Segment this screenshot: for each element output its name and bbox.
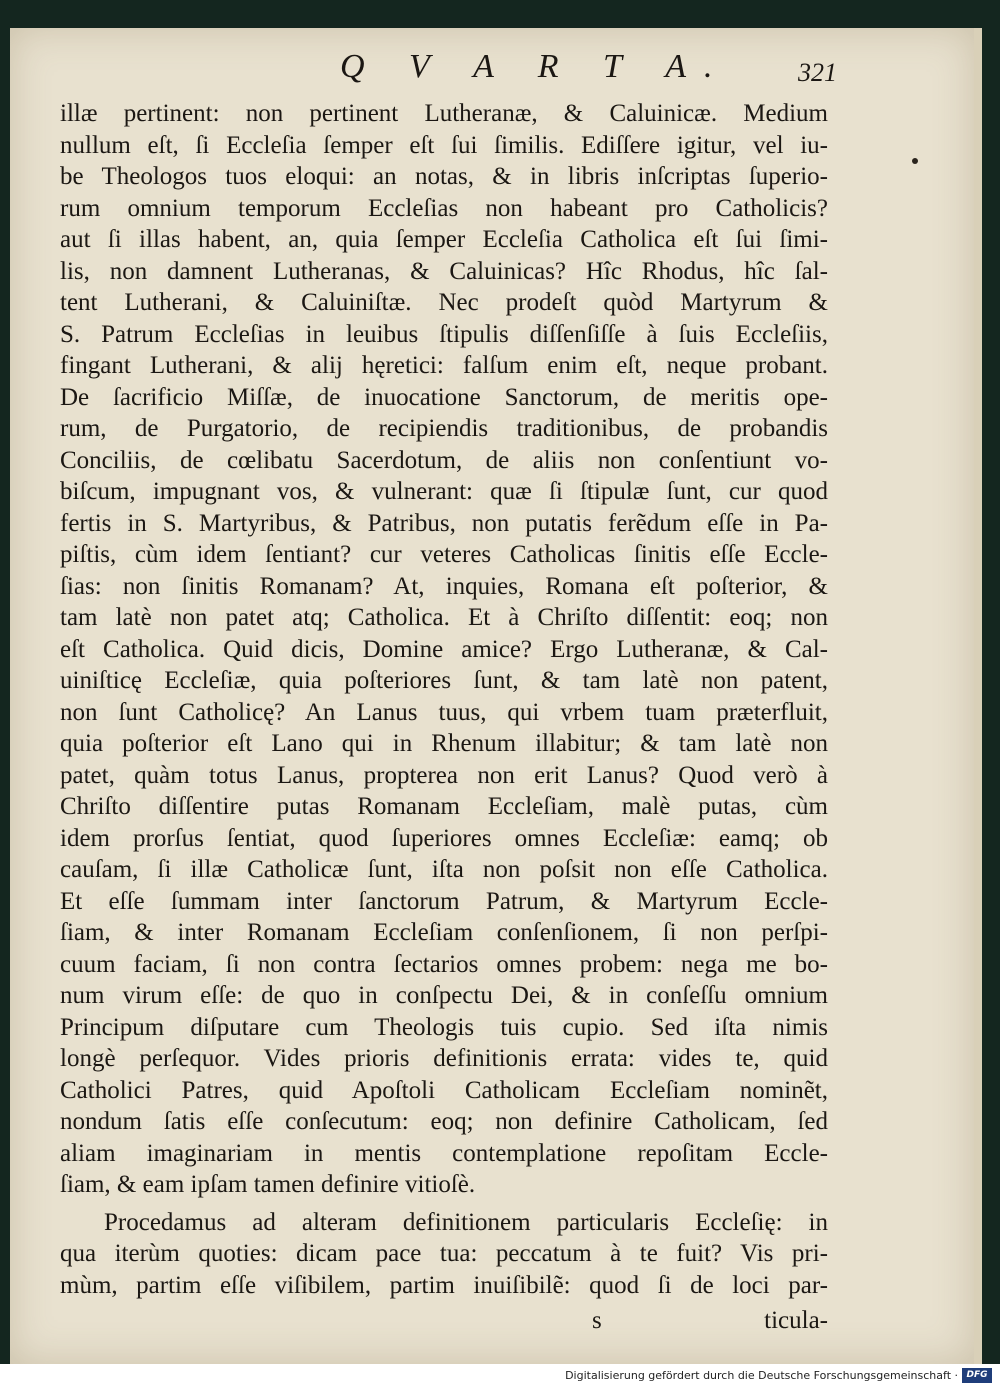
text-line: aliam imaginariam in mentis contemplatione repoſitam Eccle- [60, 1139, 828, 1167]
text-line: longè perſequor. Vides prioris definitionis errata: vides te, quid [60, 1045, 828, 1072]
dfg-logo: DFG [962, 1368, 992, 1383]
text-line: Catholici Patres, quid Apoſtoli Catholicam Eccleſiam nominẽt, [60, 1076, 828, 1104]
text-line: cuum faciam, ſi non contra ſectarios omnes probem: nega me bo- [60, 950, 828, 978]
text-line: Principum diſputare cum Theologis tuis cupio. Sed iſta nimis [60, 1013, 828, 1041]
page-footer [60, 1307, 828, 1337]
page-header [10, 28, 974, 98]
text-line: nullum eſt, ſi Eccleſia ſemper eſt ſui ſimilis. Ediſſere igitur, vel iu- [60, 131, 828, 159]
text-line: uiniſticę Eccleſiæ, quia poſteriores ſunt, & tam latè non patent, [60, 667, 828, 694]
text-line: tent Lutherani, & Caluiniſtæ. Nec prodeſt quòd Martyrum & [60, 289, 828, 316]
text-line: rum omnium temporum Eccleſias non habeant pro Catholicis? [60, 194, 828, 222]
text-line: idem prorſus ſentiat, quod ſuperiores omnes Eccleſiæ: eamq; ob [60, 824, 828, 852]
body-text [60, 98, 828, 1301]
page-number: 321 [798, 58, 837, 87]
text-line: cauſam, ſi illæ Catholicæ ſunt, iſta non poſsit non eſſe Catholica. [60, 856, 828, 883]
text-line: rum, de Purgatorio, de recipiendis traditionibus, de probandis [60, 415, 828, 442]
text-line: tam latè non patet atq; Catholica. Et à Chriſto diſſentit: eoq; non [60, 604, 828, 631]
text-line: Conciliis, de cœlibatu Sacerdotum, de aliis non conſentiunt vo- [60, 446, 828, 474]
text-line: eſt Catholica. Quid dicis, Domine amice? Ergo Lutheranæ, & Cal- [60, 635, 828, 663]
text-line: num virum eſſe: de quo in conſpectu Dei, & in conſeſſu omnium [60, 982, 828, 1009]
running-head: Q V A R T A. [340, 48, 731, 85]
text-line: aut ſi illas habent, an, quia ſemper Eccleſia Catholica eſt ſui ſimi- [60, 226, 828, 253]
paragraph-start-line: Procedamus ad alteram definitionem particularis Eccleſię: in [104, 1208, 828, 1236]
text-line: Chriſto diſſentire putas Romanam Eccleſiam, malè putas, cùm [60, 793, 828, 820]
text-line: illæ pertinent: non pertinent Lutheranæ, & Caluinicæ. Medium [60, 100, 828, 127]
page-edge [974, 28, 982, 1364]
text-line: non ſunt Catholicę? An Lanus tuus, qui vrbem tuam præterfluit, [60, 698, 828, 726]
text-line: fingant Lutherani, & alij hęretici: falſum enim eſt, neque probant. [60, 352, 828, 379]
margin-mark [912, 158, 918, 164]
text-line: nondum ſatis eſſe conſecutum: eoq; non definire Catholicam, ſed [60, 1108, 828, 1135]
text-line: piſtis, cùm idem ſentiant? cur veteres Catholicas ſinitis eſſe Eccle- [60, 541, 828, 568]
text-line: S. Patrum Eccleſias in leuibus ſtipulis diſſenſiſſe à ſuis Eccleſiis, [60, 320, 828, 348]
text-line: De ſacrificio Miſſæ, de inuocatione Sanctorum, de meritis ope- [60, 383, 828, 411]
text-line: mùm, partim eſſe viſibilem, partim inuiſibilẽ: quod ſi de loci par- [60, 1271, 828, 1299]
text-line: ſiam, & eam ipſam tamen definire vitioſè. [60, 1171, 476, 1198]
text-line: quia poſterior eſt Lano qui in Rhenum illabitur; & tam latè non [60, 730, 828, 757]
text-line: Et eſſe ſummam inter ſanctorum Patrum, & Martyrum Eccle- [60, 887, 828, 915]
text-line: qua iterùm quoties: dicam pace tua: peccatum à te fuit? Vis pri- [60, 1240, 828, 1267]
dfg-credit-text: Digitalisierung gefördert durch die Deutsche Forschungsgemeinschaft · [565, 1369, 958, 1382]
text-line: fertis in S. Martyribus, & Patribus, non putatis ferẽdum eſſe in Pa- [60, 509, 828, 537]
text-line: patet, quàm totus Lanus, propterea non erit Lanus? Quod verò à [60, 761, 828, 789]
dfg-credit-bar [0, 1364, 1000, 1387]
text-line: ſias: non ſinitis Romanam? At, inquies, Romana eſt poſterior, & [60, 572, 828, 600]
signature-mark: s [592, 1307, 602, 1334]
text-line: biſcum, impugnant vos, & vulnerant: quæ ſi ſtipulæ ſunt, cur quod [60, 478, 828, 505]
text-line: be Theologos tuos eloqui: an notas, & in libris inſcriptas ſuperio- [60, 163, 828, 190]
catchword: ticula- [764, 1307, 828, 1334]
text-line: ſiam, & inter Romanam Eccleſiam conſenſionem, ſi non perſpi- [60, 919, 828, 946]
text-line: lis, non damnent Lutheranas, & Caluinicas? Hîc Rhodus, hîc ſal- [60, 257, 828, 285]
